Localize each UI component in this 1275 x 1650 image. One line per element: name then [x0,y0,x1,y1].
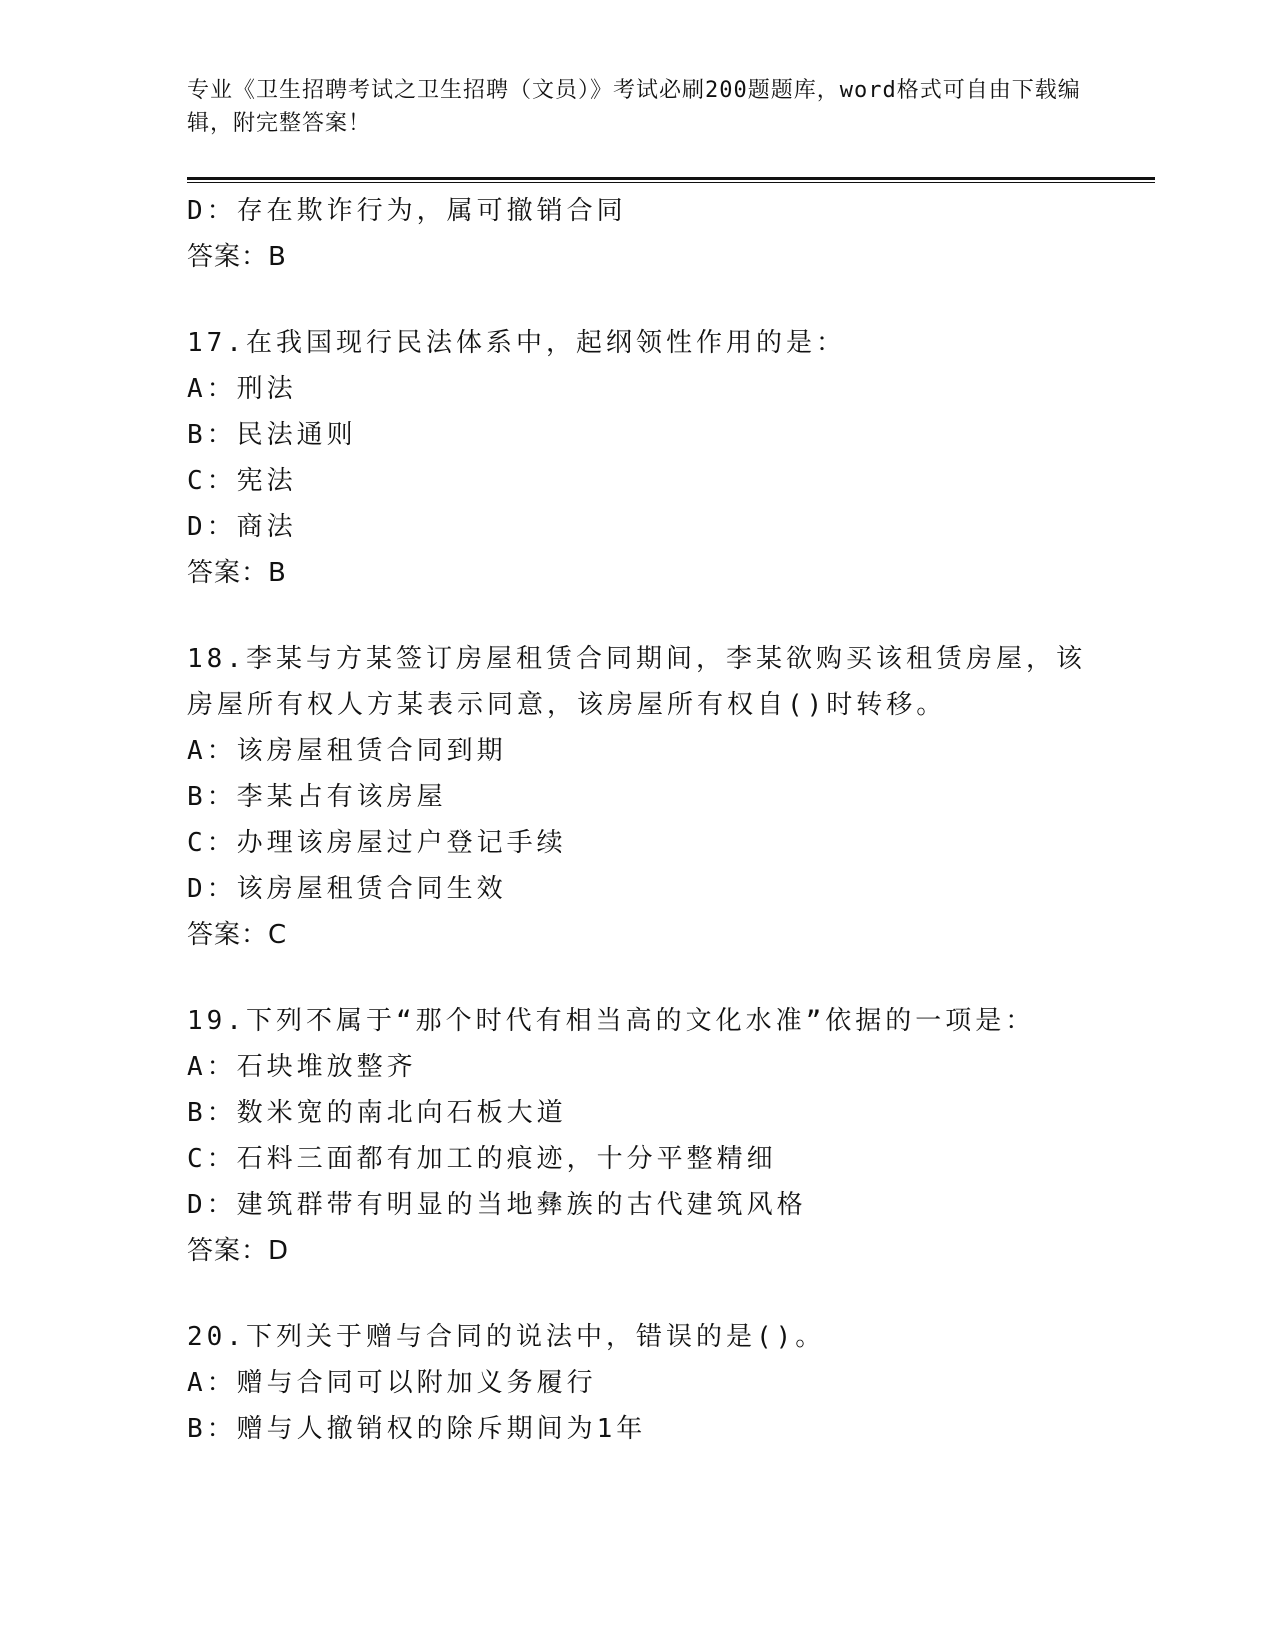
question-text: 20.下列关于赠与合同的说法中，错误的是()。 [187,1322,826,1352]
question-text: 17.在我国现行民法体系中，起纲领性作用的是： [187,328,846,358]
option-a: A：刑法 [187,374,297,404]
header-divider-thin [187,182,1155,183]
document-header: 专业《卫生招聘考试之卫生招聘（文员）》考试必刷200题题库，word格式可自由下载编辑，附完整答案！ [187,78,1081,136]
option-b: B：赠与人撤销权的除斥期间为1年 [187,1414,647,1444]
answer-line: 答案：D [187,1236,290,1266]
question-19 [187,998,1087,1274]
option-d: D：该房屋租赁合同生效 [187,874,507,904]
question-20 [187,1314,1087,1452]
option-a: A：石块堆放整齐 [187,1052,417,1082]
option-b: B：李某占有该房屋 [187,782,447,812]
answer-line: 答案：C [187,920,288,950]
option-a: A：赠与合同可以附加义务履行 [187,1368,597,1398]
carryover-block [187,188,1087,280]
question-18 [187,636,1087,958]
option-a: A：该房屋租赁合同到期 [187,736,507,766]
answer-line: 答案：B [187,242,287,272]
option-d: D：存在欺诈行为，属可撤销合同 [187,196,627,226]
answer-line: 答案：B [187,558,287,588]
option-d: D：商法 [187,512,297,542]
document-body [187,188,1087,1452]
option-c: C：石料三面都有加工的痕迹，十分平整精细 [187,1144,777,1174]
question-text: 18.李某与方某签订房屋租赁合同期间，李某欲购买该租赁房屋，该房屋所有权人方某表示同意，该房屋所有权自()时转移。 [187,644,1086,720]
question-17 [187,320,1087,596]
option-d: D：建筑群带有明显的当地彝族的古代建筑风格 [187,1190,807,1220]
header-divider-thick [187,177,1155,180]
question-text: 19.下列不属于“那个时代有相当高的文化水准”依据的一项是： [187,1006,1036,1036]
option-b: B：民法通则 [187,420,357,450]
option-b: B：数米宽的南北向石板大道 [187,1098,567,1128]
option-c: C：宪法 [187,466,297,496]
option-c: C：办理该房屋过户登记手续 [187,828,567,858]
